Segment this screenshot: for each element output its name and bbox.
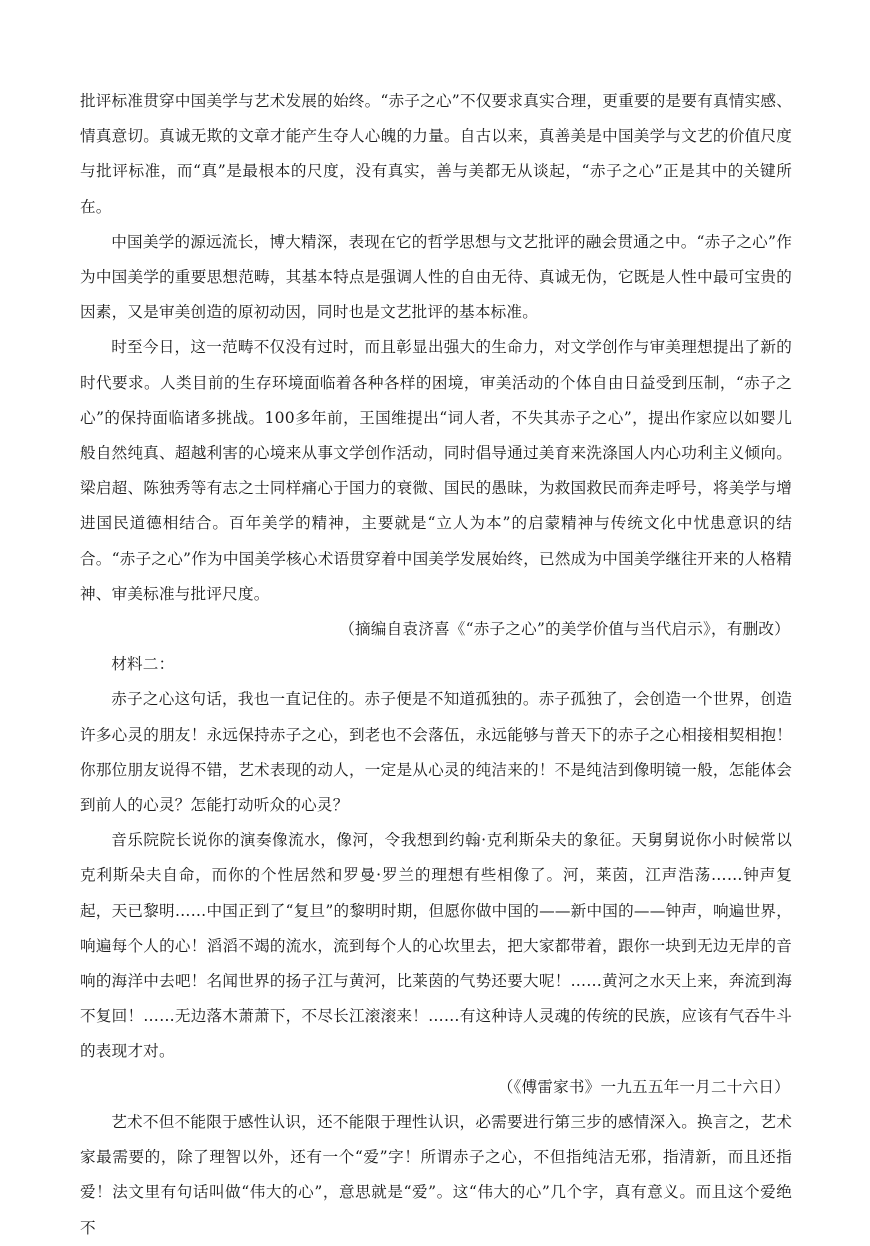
source-citation-2: （《傅雷家书》一九五五年一月二十六日） [497,1077,790,1096]
document-body [80,84,792,1246]
paragraph-modern-relevance: 时至今日，这一范畴不仅没有过时，而且彰显出强大的生命力，对文学创作与审美理想提出了新的时代要求。人类目前的生存环境面临着各种各样的困境，审美活动的个体自由日益受到压制，“赤子之心”的保持面临诸多挑战。100多年前，王国维提出“词人者，不失其赤子之心”，提出作家应以如婴儿般自然纯真、超越利害的心境来从事文学创作活动，同时倡导通过美育来洗涤国人内心功利主义倾向。梁启超、陈独秀等有志之士同样痛心于国力的衰微、国民的愚昧，为救国救民而奔走呼号，将美学与增进国民道德相结合。百年美学的精神，主要就是“立人为本”的启蒙精神与传统文化中忧患意识的结合。“赤子之心”作为中国美学核心术语贯穿着中国美学发展始终，已然成为中国美学继往开来的人格精神、审美标准与批评尺度。 [80,338,792,603]
paragraph-music-river: 音乐院院长说你的演奏像流水，像河，令我想到约翰·克利斯朵夫的象征。天舅舅说你小时候常以克利斯朵夫自命，而你的个性居然和罗曼·罗兰的理想有些相像了。河，莱茵，江声浩荡……钟声复起，天已黎明……中国正到了“复旦”的黎明时期，但愿你做中国的——新中国的——钟声，响遍世界，响遍每个人的心！滔滔不竭的流水，流到每个人的心坎里去，把大家都带着，跟你一块到无边无岸的音响的海洋中去吧！名闻世界的扬子江与黄河，比莱茵的气势还要大呢！……黄河之水天上来，奔流到海不复回！……无边落木萧萧下，不尽长江滚滚来！……有这种诗人灵魂的传统的民族，应该有气吞牛斗的表现才对。 [80,831,792,1061]
paragraph-art-love: 艺术不但不能限于感性认识，还不能限于理性认识，必需要进行第三步的感情深入。换言之，艺术家最需要的，除了理智以外，还有一个“爱”字！所谓赤子之心，不但指纯洁无邪，指清新，而且还指爱！法文里有句话叫做“伟大的心”，意思就是“爱”。这“伟大的心”几个字，真有意义。而且这个爱绝不 [80,1112,792,1237]
paragraph-child-heart: 赤子之心这句话，我也一直记住的。赤子便是不知道孤独的。赤子孤独了，会创造一个世界，创造许多心灵的朋友！永远保持赤子之心，到老也不会落伍，永远能够与普天下的赤子之心相接相契相抱！你那位朋友说得不错，艺术表现的动人，一定是从心灵的纯洁来的！不是纯洁到像明镜一般，怎能体会到前人的心灵？怎能打动听众的心灵？ [80,690,792,815]
paragraph-continued: 批评标准贯穿中国美学与艺术发展的始终。“赤子之心”不仅要求真实合理，更重要的是要有真情实感、情真意切。真诚无欺的文章才能产生夺人心魄的力量。自古以来，真善美是中国美学与文艺的价值尺度与批评标准，而“真”是最根本的尺度，没有真实，善与美都无从谈起，“赤子之心”正是其中的关键所在。 [80,92,792,216]
source-citation-1: （摘编自袁济喜《“赤子之心”的美学价值与当代启示》，有删改） [339,620,790,639]
paragraph-origins: 中国美学的源远流长，博大精深，表现在它的哲学思想与文艺批评的融会贯通之中。“赤子之心”作为中国美学的重要思想范畴，其基本特点是强调人性的自由无待、真诚无伪，它既是人性中最可宝贵的因素，又是审美创造的原初动因，同时也是文艺批评的基本标准。 [80,232,792,322]
material-two-label: 材料二： [111,655,175,674]
